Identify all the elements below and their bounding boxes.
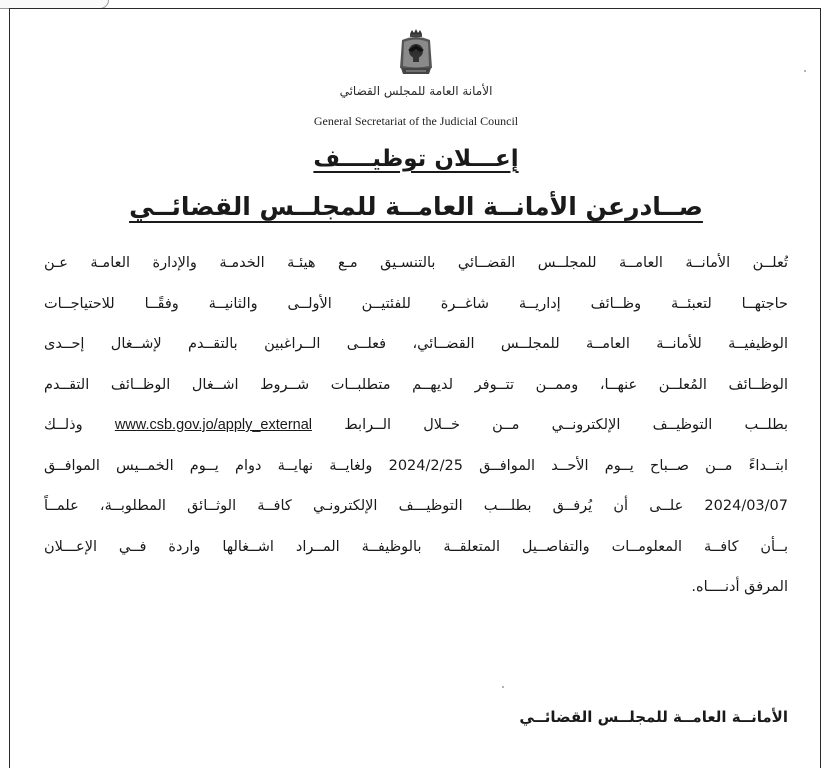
announcement-title: إعـــلان توظيــــف: [313, 146, 519, 172]
body-line: حاجتهــا لتعبئــة وظــائف إداريــة شاغــرة للفئتيــن الأولــى والثانيــة وفقًــا للاحتياجــات: [44, 295, 788, 312]
announcement-body: [44, 243, 788, 608]
body-line: المرفق أدنــــاه.: [691, 579, 788, 595]
body-line: 2024/03/07 علــى أن يُرفــق بطلـــب التوظيـــف الإلكترونـي كافــة الوثــائق المطلوبــة، علمــاً: [44, 498, 788, 514]
body-line-text: وذلــك: [44, 417, 83, 433]
scan-speck: [804, 70, 806, 72]
scan-speck: [502, 686, 504, 688]
apply-link[interactable]: www.csb.gov.jo/apply_external: [114, 417, 313, 433]
org-name-english: General Secretariat of the Judicial Council: [313, 114, 519, 128]
body-line-with-link: [44, 405, 788, 446]
announcement-subtitle: صــادرعن الأمانــة العامــة للمجلــس القضائــي: [129, 192, 703, 221]
body-line: ابتــداءً مــن صــباح يــوم الأحــد الموافــق 2024/2/25 ولغايــة نهايــة دوام يــوم الخمــيس الموافــق: [44, 457, 788, 474]
signature-line: الأمانــة العامــة للمجلــس القضائــي: [519, 708, 788, 726]
body-line: الوظيفيــة للأمانــة العامــة للمجلــس القضــائي، فعلــى الــراغبين بالتقــدم لإشــغال إحــدى: [44, 336, 788, 352]
body-line: تُعلــن الأمانــة العامــة للمجلــس القضــائي بالتنسـيق مـع هيئـة الخدمـة والإدارة العامـة عـن: [44, 255, 788, 271]
org-name-arabic: الأمانة العامة للمجلس القضائي: [339, 84, 493, 98]
body-line-text: بطلــب التوظيــف الإلكترونــي مــن خــلال الــرابط: [344, 417, 788, 433]
body-line: الوظــائف المُعلــن عنهــا، وممــن تتــوفر لديهــم متطلبــات شــروط اشــغال الوظــائف التقــدم: [44, 376, 788, 393]
body-line: بــأن كافــة المعلومــات والتفاصــيل المتعلقــة بالوظيفــة المــراد اشــغالها واردة فــي الإعـــلان: [44, 538, 788, 555]
jordan-coat-of-arms-icon: [396, 28, 436, 78]
